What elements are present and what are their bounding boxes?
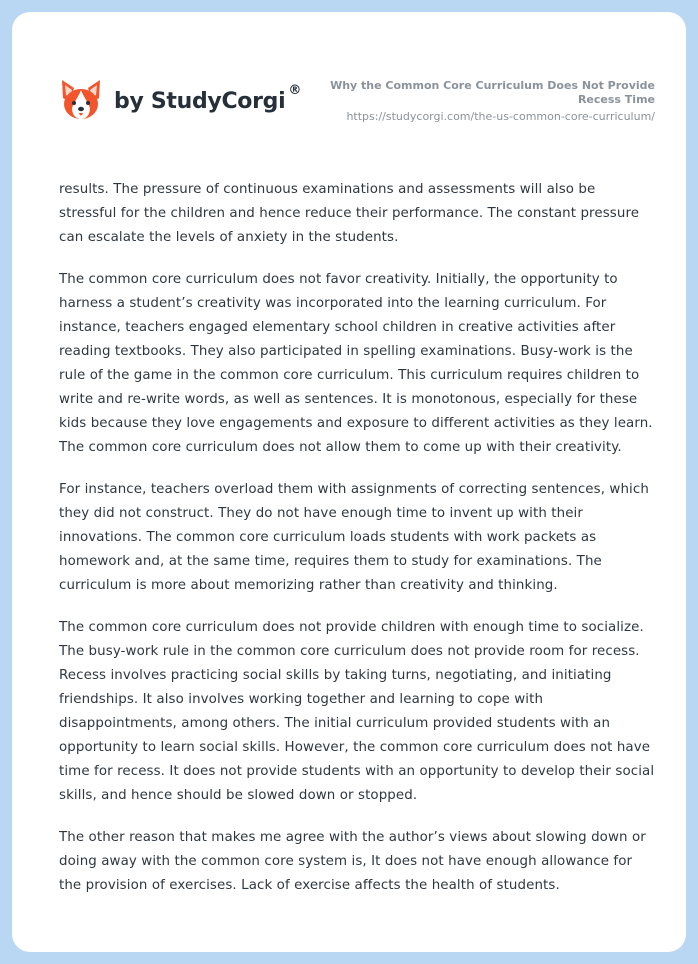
document-url[interactable]: https://studycorgi.com/the-us-common-core-curriculum/ [346, 110, 655, 123]
paragraph: results. The pressure of continuous examinations and assessments will also be stressful for the children and hence reduce their performance. The constant pressure can escalate the levels of anxiety in the students. [59, 182, 640, 245]
corgi-logo-icon [60, 76, 102, 122]
paragraph: For instance, teachers overload them with assignments of correcting sentences, which they did not construct. They do not have enough time to invent up with their innovations. The common core curriculum loads students with work packets as homework and, at the same time, requires them to study for examinations. The curriculum is more about memorizing rather than creativity and thinking. [59, 482, 649, 593]
document-meta [315, 79, 655, 124]
paragraph: The other reason that makes me agree with the author’s views about slowing down or doing away with the common core system is, It does not have enough allowance for the provision of exercises. Lack of exercise affects the health of students. [59, 830, 646, 893]
paragraph: The common core curriculum does not provide children with enough time to socialize. The busy-work rule in the common core curriculum does not provide room for recess. Recess involves practicing social skills by taking turns, negotiating, and initiating friendships. It also involves working together and learning to cope with disappointments, among others. The initial curriculum provided students with an opportunity to learn social skills. However, the common core curriculum does not have time for recess. It does not provide students with an opportunity to develop their social skills, and hence should be slowed down or stopped. [59, 620, 655, 803]
page-header [12, 12, 686, 162]
paragraph: The common core curriculum does not favor creativity. Initially, the opportunity to harness a student’s creativity was incorporated into the learning curriculum. For instance, teachers engaged elementary school children in creative activities after reading textbooks. They also participated in spelling examinations. Busy-work is the rule of the game in the common core curriculum. This curriculum requires children to write and re-write words, as well as sentences. It is monotonous, especially for these kids because they love engagements and exposure to different activities as they learn. The common core curriculum does not allow them to come up with their creativity. [59, 272, 653, 455]
logo-text: by StudyCorgi [114, 88, 286, 114]
registered-mark: ® [288, 82, 302, 98]
document-body [59, 178, 655, 916]
document-page [12, 12, 686, 952]
document-title: Why the Common Core Curriculum Does Not Provide Recess Time [330, 79, 655, 106]
studycorgi-logo[interactable] [60, 76, 301, 122]
